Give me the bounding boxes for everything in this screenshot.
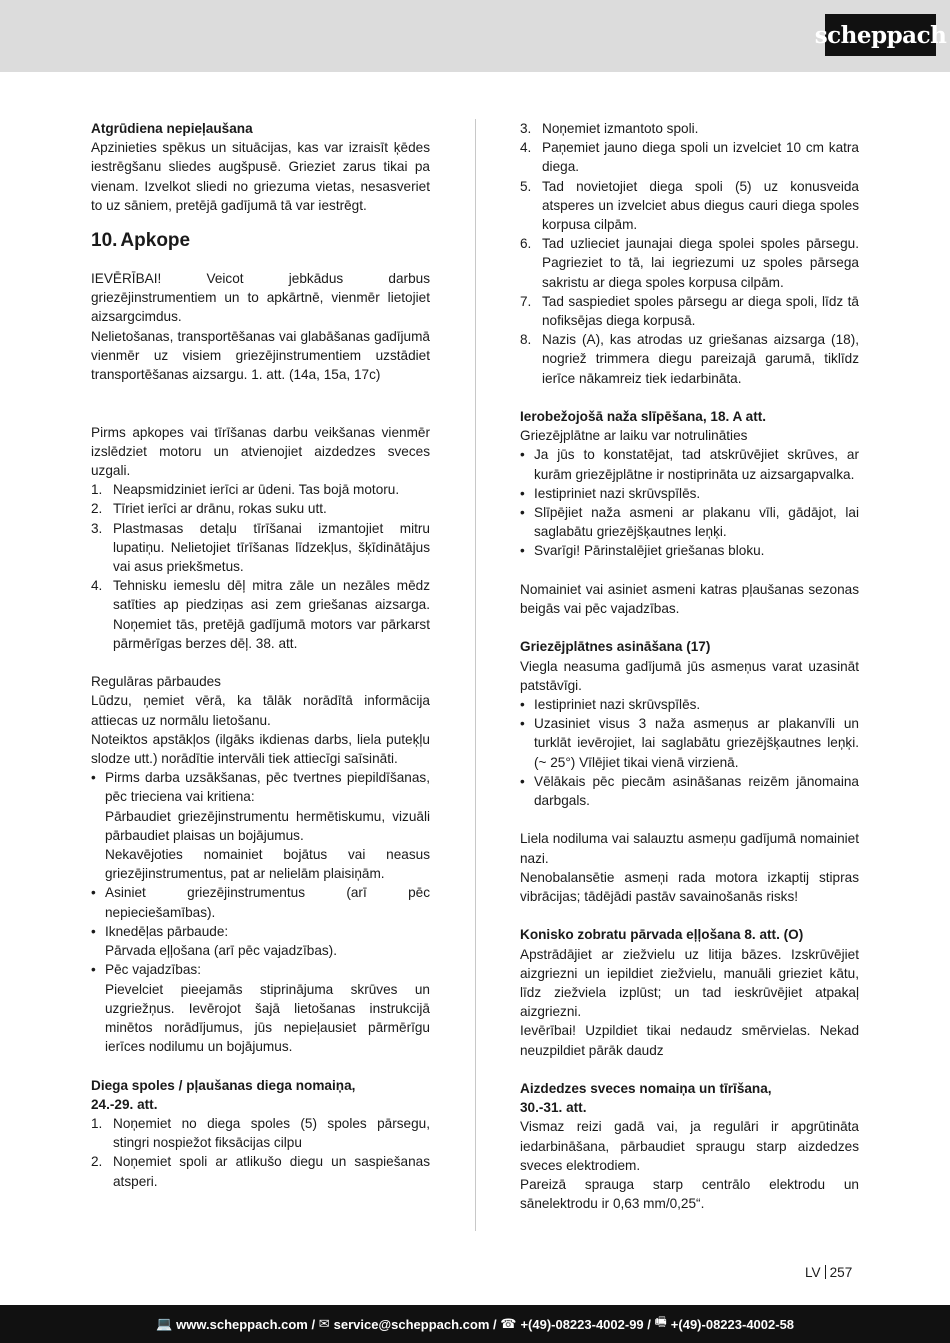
list-item: 2. Tīriet ierīci ar drānu, rokas suku utt. (91, 501, 327, 517)
list-item: 7. Tad saspiediet spoles pārsegu ar diega spoli, līdz tā nofiksējas diega korpusā. (520, 293, 859, 329)
footer-email[interactable]: service@scheppach.com (333, 1316, 490, 1332)
list-item: • Pirms darba uzsākšanas, pēc tvertnes piepildīšanas, pēc trieciena vai kritiena: Pārbaudiet griezējinstrumentu hermētiskumu, vizuāli pārbaudiet plaisas un bojājumus. Nekavējoties nomainiet bojātus vai neasus griezējinstrumentus, pat ar nelielām plaisiņām. (91, 770, 430, 882)
section-number: 10. (91, 230, 118, 252)
list-item: • Iestipriniet nazi skrūvspīlēs. (520, 485, 701, 501)
spark-plug-heading: Aizdedzes sveces nomaiņa un tīrīšana, (520, 1081, 772, 1097)
column-divider (475, 119, 476, 1231)
warning-gloves: IEVĒRĪBAI! Veicot jebkādus darbus griezējinstrumentiem un to apkārtnē, vienmēr lietojiet aizsargcimdus. (91, 271, 430, 325)
mail-icon: ✉ (318, 1316, 330, 1331)
kickback-text: Apzinieties spēkus un situācijas, kas var izraisīt ķēdes iestrēgšanu sliedes augšpusē. Grieziet zarus tikai pa vienam. Izvelkot sliedi no griezuma vietas, nesasveriet to uz sāniem, pretējā gadījumā tā var iestrēgt. (91, 140, 430, 213)
list-item: • Ja jūs to konstatējat, tad atskrūvējiet skrūves, ar kurām griezējplātne ir nostiprināta uz aizsargapvalka. (520, 447, 859, 482)
footer-bar: 💻 www.scheppach.com / ✉ service@scheppach.com / ☎ +(49)-08223-4002-99 / 🖷 +(49)-08223-4002-58 (0, 1305, 950, 1343)
cleaning-steps (91, 480, 430, 653)
header-band (0, 0, 950, 72)
left-column (91, 119, 430, 1191)
sharpen-bullets (520, 695, 859, 810)
list-item: • Pēc vajadzības: Pievelciet pieejamās stiprinājuma skrūves un uzgriežņus. Ievērojot šajā lietošanas instrukcijā minētos norādījumus, jūs nepieļausiet pārmērīgu ierīces nodilumu un bojājumus. (91, 962, 430, 1055)
list-item: • Vēlākais pēc piecām asināšanas reizēm jānomaina darbgals. (520, 773, 859, 809)
list-item: 4. Paņemiet jauno diega spoli un izvelciet 10 cm katra diega. (520, 140, 859, 175)
check-bullets (91, 768, 430, 1056)
list-item: • Iestipriniet nazi skrūvspīlēs. (520, 697, 701, 713)
list-item: • Svarīgi! Pārinstalējiet griešanas bloku. (520, 543, 765, 559)
list-item: 6. Tad uzlieciet jaunajai diega spolei spoles pārsegu. Pagrieziet to tā, lai iegriezumi uz spoles pārsega sakristu ar diega spoles korpusa cilpām. (520, 236, 859, 290)
list-item: 3. Plastmasas detaļu tīrīšanai izmantojiet mitru lupatiņu. Nelietojiet tīrīšanas līdzekļus, šķīdinātājus vai asus priekšmetus. (91, 520, 430, 575)
knife-text: Griezējplātne ar laiku var notrulināties (520, 428, 748, 444)
list-item: 8. Nazis (A), kas atrodas uz griešanas aizsarga (18), nogriež trimmera diegu pareizajā garumā, tiklīdz ierīce nākamreiz tiek iedarbināta. (520, 332, 859, 386)
regular-checks-text: Noteiktos apstākļos (ilgāks ikdienas darbs, liela puteķļu slodze utt.) norādītie intervāli tiek attiecīgi saīsināti. (91, 731, 430, 767)
spool-steps (91, 1114, 430, 1191)
footer-website[interactable]: www.scheppach.com (176, 1316, 308, 1332)
list-item: 5. Tad novietojiet diega spoli (5) uz konusveida atsperes un izvelciet abus diegus cauri diega spoles korpusa cilpām. (520, 178, 859, 233)
wear-warning: Nenobalansētie asmeņi rada motora izkaptij stipras vibrācijas; tādējādi pastāv savainošanās risks! (520, 869, 859, 905)
computer-icon: 💻 (155, 1316, 173, 1331)
spark-plug-gap: Pareizā sprauga starp centrālo elektrodu un sānelektrodu ir 0,63 mm/0,25“. (520, 1177, 859, 1212)
spark-plug-heading-figs: 30.-31. att. (520, 1100, 587, 1116)
section-title (91, 229, 430, 253)
kickback-heading: Atgrūdiena nepieļaušana (91, 121, 253, 136)
knife-note: Nomainiet vai asiniet asmeni katras pļaušanas sezonas beigās vai pēc vajadzības. (520, 581, 859, 617)
before-maintenance: Pirms apkopes vai tīrīšanas darbu veikšanas vienmēr izslēdziet motoru un atvienojiet aizdedzes sveces uzgali. (91, 424, 430, 479)
spool-heading: Diega spoles / pļaušanas diega nomaiņa, (91, 1077, 356, 1093)
gear-heading: Konisko zobratu pārvada eļļošana 8. att. (O) (520, 927, 804, 943)
spool-steps-continued (520, 119, 859, 388)
regular-checks-heading: Regulāras pārbaudes (91, 674, 221, 690)
page-number (805, 1265, 852, 1280)
warning-transport: Nelietošanas, transportēšanas vai glabāšanas gadījumā vienmēr uz visiem griezējinstrumentiem uzstādiet transportēšanas aizsargu. 1. att. (14a, 15a, 17c) (91, 328, 430, 383)
list-item: • Uzasiniet visus 3 naža asmeņus ar plakanvīli un turklāt ievērojiet, lai saglabātu griezējšķautnes leņķi. (~ 25°) Vīlējiet tikai vienā virzienā. (520, 716, 859, 770)
gear-text: Apstrādājiet ar ziežvielu uz litija bāzes. Izskrūvējiet aizgriezni un iepildiet ziežvielu, manuāli grieziet kātu, līdz ziežviela izplūst; un tad ieskrūvējiet atpakaļ aizgriezni. (520, 946, 859, 1020)
spark-plug-text: Vismaz reizi gadā vai, ja regulāri ir apgrūtināta iedarbināšana, pārbaudiet spraugu starp aizdedzes sveces elektrodiem. (520, 1119, 859, 1173)
spool-heading-figs: 24.-29. att. (91, 1096, 158, 1112)
sharpen-heading: Griezējplātnes asināšana (17) (520, 639, 711, 655)
knife-bullets (520, 445, 859, 560)
phone-icon: ☎ (500, 1316, 517, 1331)
list-item: 1. Neapsmidziniet ierīci ar ūdeni. Tas bojā motoru. (91, 482, 400, 498)
knife-heading: Ierobežojošā naža slīpēšana, 18. A att. (520, 409, 767, 425)
list-item: • Iknedēļas pārbaude: Pārvada eļļošana (arī pēc vajadzības). (91, 923, 337, 959)
sharpen-text: Viegla neasuma gadījumā jūs asmeņus varat uzasināt patstāvīgi. (520, 658, 859, 693)
regular-checks-text: Lūdzu, ņemiet vērā, ka tālāk norādītā informācija attiecas uz normālu lietošanu. (91, 693, 430, 728)
list-item: 1. Noņemiet no diega spoles (5) spoles pārsegu, stingri nospiežot fiksācijas cilpu (91, 1115, 430, 1151)
gear-warning: Ievērībai! Uzpildiet tikai nedaudz smērvielas. Nekad neuzpildiet pārāk daudz (520, 1023, 859, 1058)
scheppach-logo (814, 14, 947, 56)
list-item: 2. Noņemiet spoli ar atlikušo diegu un saspiešanas atsperi. (91, 1154, 430, 1189)
right-column (520, 119, 859, 1213)
list-item: • Asiniet griezējinstrumentus (arī pēc nepieciešamības). (91, 885, 430, 920)
section-name: Apkope (120, 230, 191, 252)
page-number-value: 257 (829, 1265, 853, 1280)
page-language: LV (805, 1265, 821, 1280)
logo-text: scheppach (814, 21, 947, 49)
list-item: 4. Tehnisku iemeslu dēļ mitra zāle un nezāles mēdz satīties ap piedziņas asi zem griešanas aizsarga. Noņemiet tās, pretējā gadījumā motors var pārkarst pārmērīgas berzes dēļ. 38. att. (91, 578, 430, 651)
list-item: 3. Noņemiet izmantoto spoli. (520, 121, 699, 136)
wear-text: Liela nodiluma vai salauztu asmeņu gadījumā nomainiet nazi. (520, 831, 859, 866)
list-item: • Slīpējiet naža asmeni ar plakanu vīli, gādājot, lai saglabātu griezējšķautnes leņķi. (520, 505, 859, 540)
footer-fax: +(49)-08223-4002-58 (670, 1316, 795, 1332)
footer-phone: +(49)-08223-4002-99 (520, 1316, 644, 1332)
fax-icon: 🖷 (654, 1314, 667, 1329)
